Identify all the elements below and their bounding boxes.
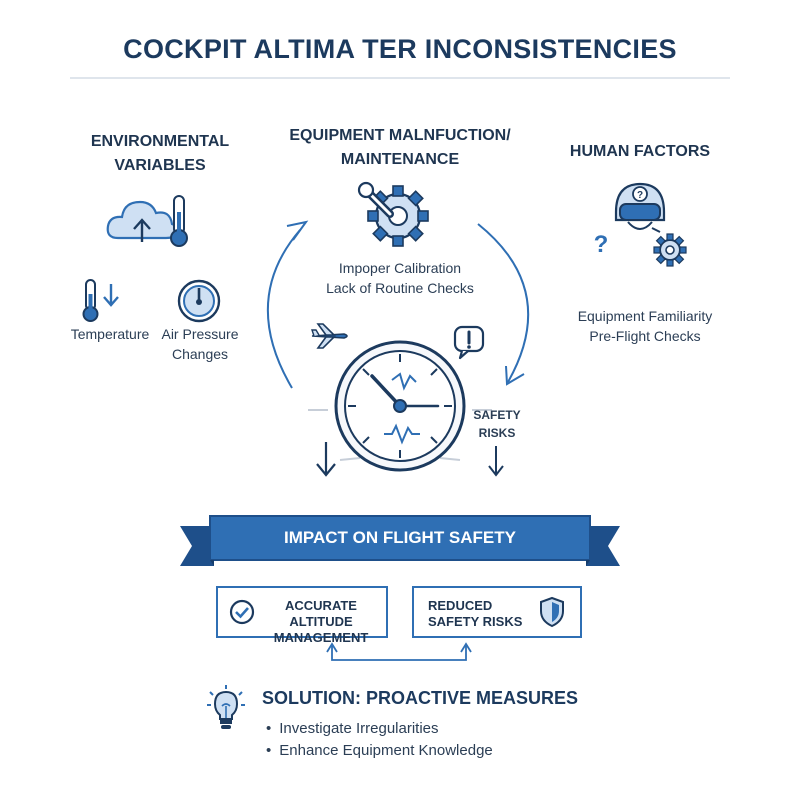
temperature-label: Temperature [70,326,150,342]
equipment-familiarity-label: Equipment Familiarity [577,308,713,324]
impact-banner-text: IMPACT ON FLIGHT SAFETY [283,528,516,547]
accurate-altitude-text [254,598,388,646]
accurate-altitude-line2: MANAGEMENT [273,630,369,645]
air-pressure-label-line1: Air Pressure [161,326,239,342]
preflight-checks-label: Pre-Flight Checks [589,328,701,344]
air-pressure-label-line2: Changes [171,346,229,362]
equipment-heading-line2: MAINTENANCE [340,151,460,168]
impact-connector [320,640,480,666]
routine-checks-label: Lack of Routine Checks [326,280,474,296]
svg-text:?: ? [636,190,644,201]
solution-bullet-2: • Enhance Equipment Knowledge [266,740,493,762]
shield-icon [538,596,566,628]
environmental-heading-line1: ENVIRONMENTAL [90,133,230,150]
safety-risks-line1: SAFETY [473,408,521,422]
reduced-risks-text [414,598,540,630]
svg-text:?: ? [593,231,609,258]
safety-risks-line2: RISKS [478,426,516,440]
human-factors-heading: HUMAN FACTORS [569,143,711,160]
page-title: COCKPIT ALTIMA TER INCONSISTENCIES [123,34,677,64]
solution-bullets [266,718,493,762]
environmental-heading-line2: VARIABLES [114,157,206,174]
equipment-heading-line1: EQUIPMENT MALNFUCTION/ [289,127,511,144]
solution-title: SOLUTION: PROACTIVE MEASURES [262,688,579,708]
lightbulb-icon [206,684,246,732]
reduced-risks-line2: SAFETY RISKS [428,614,523,629]
check-circle-icon [228,598,256,626]
accurate-altitude-line1: ACCURATE ALTITUDE [285,598,357,629]
reduced-risks-line1: REDUCED [428,598,493,613]
improper-calibration-label: Impoper Calibration [338,260,462,276]
solution-bullet-1: • Investigate Irregularities [266,718,493,740]
